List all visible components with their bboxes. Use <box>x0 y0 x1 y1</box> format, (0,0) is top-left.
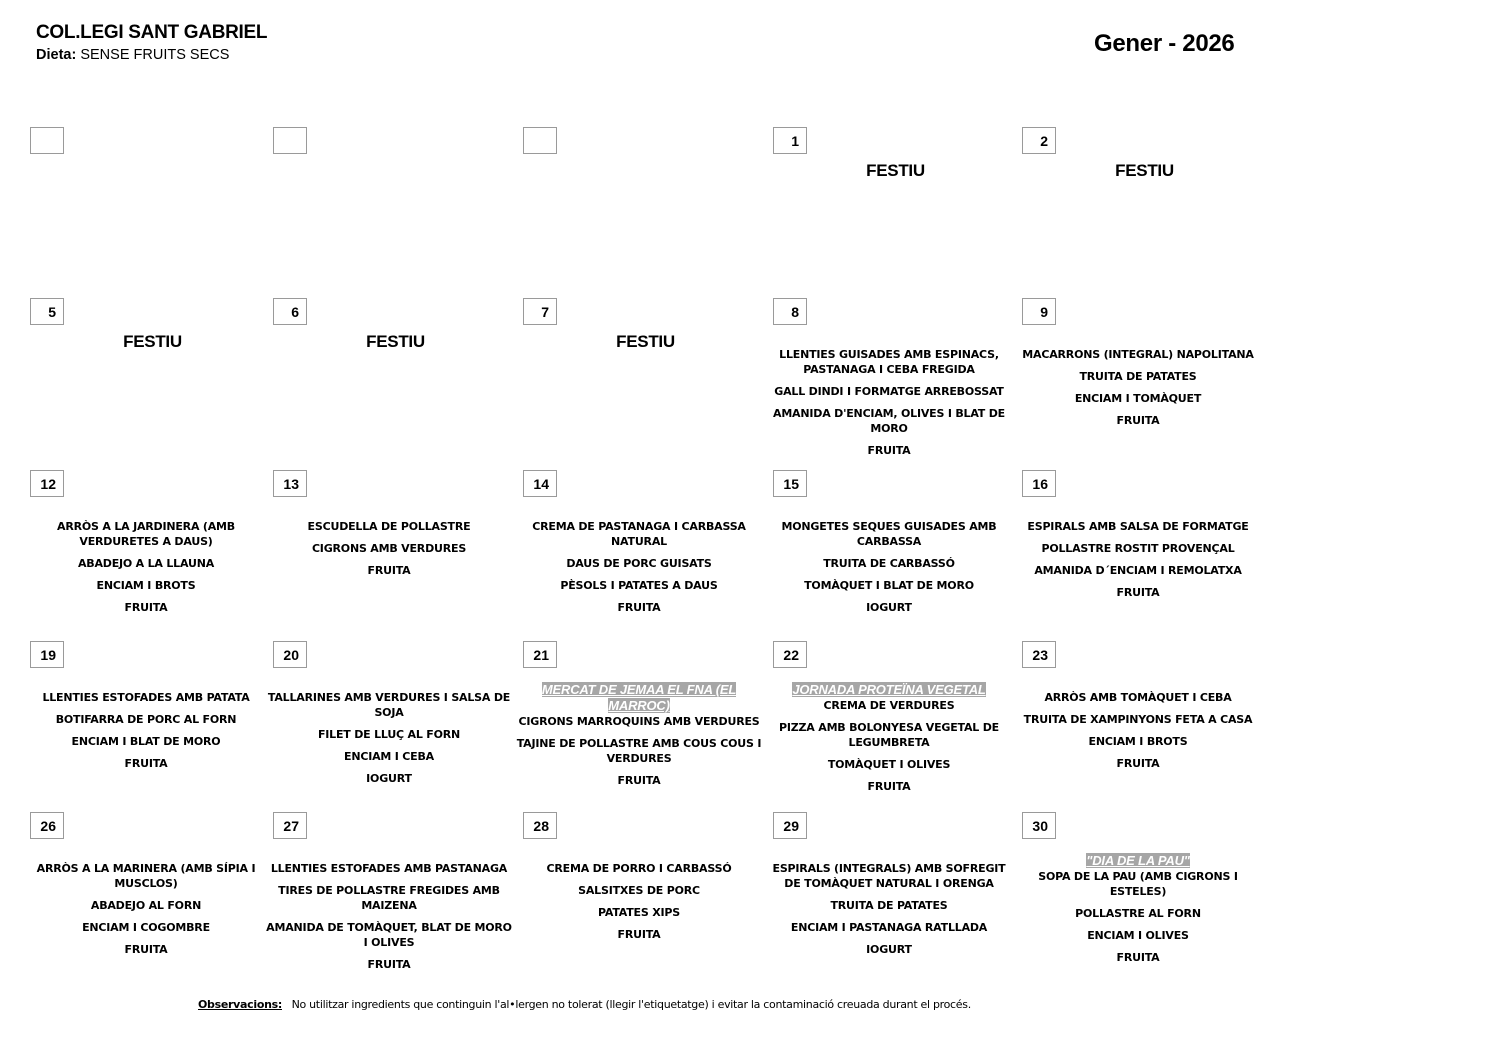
menu-dish: ESPIRALS (INTEGRALS) AMB SOFREGIT DE TOMÀQUET NATURAL I ORENGA <box>772 862 1006 890</box>
day-number: 15 <box>773 470 807 497</box>
day-number: 22 <box>773 641 807 668</box>
day-cell <box>773 641 1018 806</box>
menu-dish: FRUITA <box>617 774 661 787</box>
day-cell <box>516 641 768 806</box>
day-cell <box>1022 298 1267 463</box>
menu-dish: ARRÒS A LA MARINERA (AMB SÍPIA I MUSCLOS) <box>36 862 256 890</box>
day-number: 5 <box>30 298 64 325</box>
menu-dish: FRUITA <box>124 757 168 770</box>
day-menu <box>765 519 1013 622</box>
menu-dish: AMANIDA DE TOMÀQUET, BLAT DE MORO I OLIVES <box>266 921 512 949</box>
menu-dish: PIZZA AMB BOLONYESA VEGETAL DE LEGUMBRETA <box>779 721 999 749</box>
menu-dish: FRUITA <box>124 943 168 956</box>
menu-dish: PÈSOLS I PATATES A DAUS <box>560 579 718 592</box>
day-number: 21 <box>523 641 557 668</box>
menu-dish: TRUITA DE PATATES <box>830 899 948 912</box>
menu-dish: FRUITA <box>867 780 911 793</box>
day-cell <box>523 298 768 463</box>
menu-dish: FRUITA <box>124 601 168 614</box>
day-number <box>30 127 64 154</box>
menu-dish: TRUITA DE XAMPINYONS FETA A CASA <box>1023 713 1253 726</box>
menu-dish: BOTIFARRA DE PORC AL FORN <box>55 713 237 726</box>
menu-dish: TALLARINES AMB VERDURES I SALSA DE SOJA <box>267 691 511 719</box>
menu-dish: ENCIAM I PASTANAGA RATLLADA <box>790 921 988 934</box>
day-number: 14 <box>523 470 557 497</box>
day-number: 6 <box>273 298 307 325</box>
day-menu <box>765 861 1013 964</box>
menu-dish: FRUITA <box>367 958 411 971</box>
holiday-label: FESTIU <box>366 332 425 351</box>
menu-dish: ENCIAM I BROTS <box>1088 735 1188 748</box>
menu-dish: POLLASTRE AL FORN <box>1075 907 1201 920</box>
holiday-label: FESTIU <box>866 161 925 180</box>
day-number <box>523 127 557 154</box>
month-title: Gener - 2026 <box>1094 30 1235 57</box>
menu-dish: ABADEJO A LA LLAUNA <box>77 557 215 570</box>
day-cell <box>1022 641 1267 806</box>
day-menu <box>22 519 270 622</box>
day-number: 26 <box>30 812 64 839</box>
day-number: 9 <box>1022 298 1056 325</box>
menu-dish: ARRÒS AMB TOMÀQUET I CEBA <box>1044 691 1232 704</box>
menu-dish: POLLASTRE ROSTIT PROVENÇAL <box>1041 542 1235 555</box>
day-menu <box>765 347 1013 465</box>
menu-dish: FRUITA <box>867 444 911 457</box>
day-number: 1 <box>773 127 807 154</box>
menu-dish: FRUITA <box>1116 414 1160 427</box>
day-cell <box>267 641 518 806</box>
day-number: 20 <box>273 641 307 668</box>
day-number: 8 <box>773 298 807 325</box>
day-number: 7 <box>523 298 557 325</box>
menu-dish: ENCIAM I CEBA <box>344 750 434 763</box>
day-menu <box>515 682 763 795</box>
special-day-banner: "DIA DE LA PAU" <box>1086 853 1190 868</box>
menu-dish: TIRES DE POLLASTRE FREGIDES AMB MAIZENA <box>278 884 500 912</box>
menu-dish: LLENTIES ESTOFADES AMB PATATA <box>42 691 250 704</box>
menu-dish: ENCIAM I COGOMBRE <box>82 921 210 934</box>
day-number: 23 <box>1022 641 1056 668</box>
diet-line <box>36 47 229 63</box>
menu-dish: MONGETES SEQUES GUISADES AMB CARBASSA <box>781 520 997 548</box>
menu-dish: IOGURT <box>866 601 912 614</box>
day-menu <box>1014 519 1262 607</box>
menu-dish: ABADEJO AL FORN <box>90 899 202 912</box>
day-cell <box>1022 127 1267 292</box>
menu-dish: CIGRONS MARROQUINS AMB VERDURES <box>518 715 760 728</box>
day-number: 27 <box>273 812 307 839</box>
day-menu <box>22 690 270 778</box>
menu-dish: IOGURT <box>866 943 912 956</box>
day-menu <box>22 861 270 964</box>
menu-dish: AMANIDA D´ENCIAM I REMOLATXA <box>1034 564 1242 577</box>
special-day-banner: JORNADA PROTEÏNA VEGETAL <box>792 682 986 697</box>
menu-dish: MACARRONS (INTEGRAL) NAPOLITANA <box>1022 348 1254 361</box>
menu-dish: TRUITA DE PATATES <box>1079 370 1197 383</box>
school-name: COL.LEGI SANT GABRIEL <box>36 22 268 43</box>
menu-dish: SOPA DE LA PAU (AMB CIGRONS I ESTELES) <box>1038 870 1238 898</box>
day-number: 19 <box>30 641 64 668</box>
menu-dish: DAUS DE PORC GUISATS <box>566 557 712 570</box>
day-number: 12 <box>30 470 64 497</box>
menu-dish: ARRÒS A LA JARDINERA (AMB VERDURETES A DAUS) <box>57 520 235 548</box>
menu-dish: SALSITXES DE PORC <box>578 884 700 897</box>
day-number <box>273 127 307 154</box>
observations-label: Observacions: <box>198 998 282 1011</box>
day-menu <box>765 682 1013 801</box>
menu-dish: ENCIAM I BROTS <box>96 579 196 592</box>
day-number: 29 <box>773 812 807 839</box>
day-cell <box>273 470 518 635</box>
menu-dish: TRUITA DE CARBASSÓ <box>823 557 955 570</box>
menu-dish: FRUITA <box>1116 951 1160 964</box>
menu-dish: LLENTIES ESTOFADES AMB PASTANAGA <box>270 862 508 875</box>
holiday-label: FESTIU <box>616 332 675 351</box>
day-cell <box>1022 470 1267 635</box>
day-cell <box>773 298 1018 463</box>
menu-dish: FRUITA <box>367 564 411 577</box>
day-cell <box>773 127 1018 292</box>
day-number: 28 <box>523 812 557 839</box>
menu-dish: ENCIAM I TOMÀQUET <box>1074 392 1202 405</box>
diet-value: SENSE FRUITS SECS <box>80 47 230 63</box>
menu-dish: FRUITA <box>617 928 661 941</box>
menu-dish: TOMÀQUET I BLAT DE MORO <box>804 579 974 592</box>
menu-dish: CIGRONS AMB VERDURES <box>311 542 467 555</box>
menu-dish: LLENTIES GUISADES AMB ESPINACS, PASTANAGA I CEBA FREGIDA <box>779 348 999 376</box>
day-cell <box>30 298 275 463</box>
special-day-banner: MERCAT DE JEMAA EL FNA (EL MARROC) <box>541 682 737 713</box>
menu-dish: ENCIAM I BLAT DE MORO <box>71 735 221 748</box>
day-menu <box>265 519 513 585</box>
menu-dish: CREMA DE PORRO I CARBASSÓ <box>546 862 732 875</box>
day-menu <box>265 861 513 979</box>
day-number: 13 <box>273 470 307 497</box>
menu-dish: TOMÀQUET I OLIVES <box>827 758 951 771</box>
day-cell <box>773 470 1018 635</box>
day-number: 2 <box>1022 127 1056 154</box>
diet-label: Dieta: <box>36 47 77 63</box>
menu-dish: AMANIDA D'ENCIAM, OLIVES I BLAT DE MORO <box>773 407 1005 435</box>
menu-dish: FRUITA <box>1116 757 1160 770</box>
day-cell <box>523 127 768 292</box>
menu-dish: CREMA DE PASTANAGA I CARBASSA NATURAL <box>532 520 746 548</box>
observations <box>198 998 971 1011</box>
day-cell <box>523 470 768 635</box>
holiday-label: FESTIU <box>123 332 182 351</box>
day-menu <box>1014 690 1262 778</box>
day-cell <box>30 812 275 977</box>
menu-dish: PATATES XIPS <box>598 906 680 919</box>
day-cell <box>273 298 518 463</box>
menu-dish: FILET DE LLUÇ AL FORN <box>317 728 461 741</box>
day-cell <box>1022 812 1267 977</box>
observations-text: No utilitzar ingredients que continguin l'al•lergen no tolerat (llegir l'etiquetatge) i evitar la contaminació creuada durant el procés. <box>291 998 971 1011</box>
day-menu <box>265 690 513 793</box>
menu-dish: ESCUDELLA DE POLLASTRE <box>307 520 471 533</box>
menu-dish: ENCIAM I OLIVES <box>1087 929 1189 942</box>
menu-dish: GALL DINDI I FORMATGE ARREBOSSAT <box>774 385 1004 398</box>
menu-dish: TAJINE DE POLLASTRE AMB COUS COUS I VERDURES <box>516 737 762 765</box>
day-cell <box>273 127 518 292</box>
day-cell <box>266 812 518 977</box>
day-menu <box>1014 853 1262 972</box>
day-cell <box>30 127 275 292</box>
day-menu <box>515 861 763 949</box>
day-number: 16 <box>1022 470 1056 497</box>
menu-dish: CREMA DE VERDURES <box>823 699 955 712</box>
menu-dish: IOGURT <box>366 772 412 785</box>
day-number: 30 <box>1022 812 1056 839</box>
day-cell <box>30 641 275 806</box>
menu-dish: ESPIRALS AMB SALSA DE FORMATGE <box>1027 520 1249 533</box>
day-cell <box>773 812 1018 977</box>
holiday-label: FESTIU <box>1115 161 1174 180</box>
day-cell <box>523 812 768 977</box>
day-cell <box>30 470 275 635</box>
day-menu <box>515 519 763 622</box>
day-menu <box>1014 347 1262 435</box>
menu-dish: FRUITA <box>617 601 661 614</box>
menu-dish: FRUITA <box>1116 586 1160 599</box>
